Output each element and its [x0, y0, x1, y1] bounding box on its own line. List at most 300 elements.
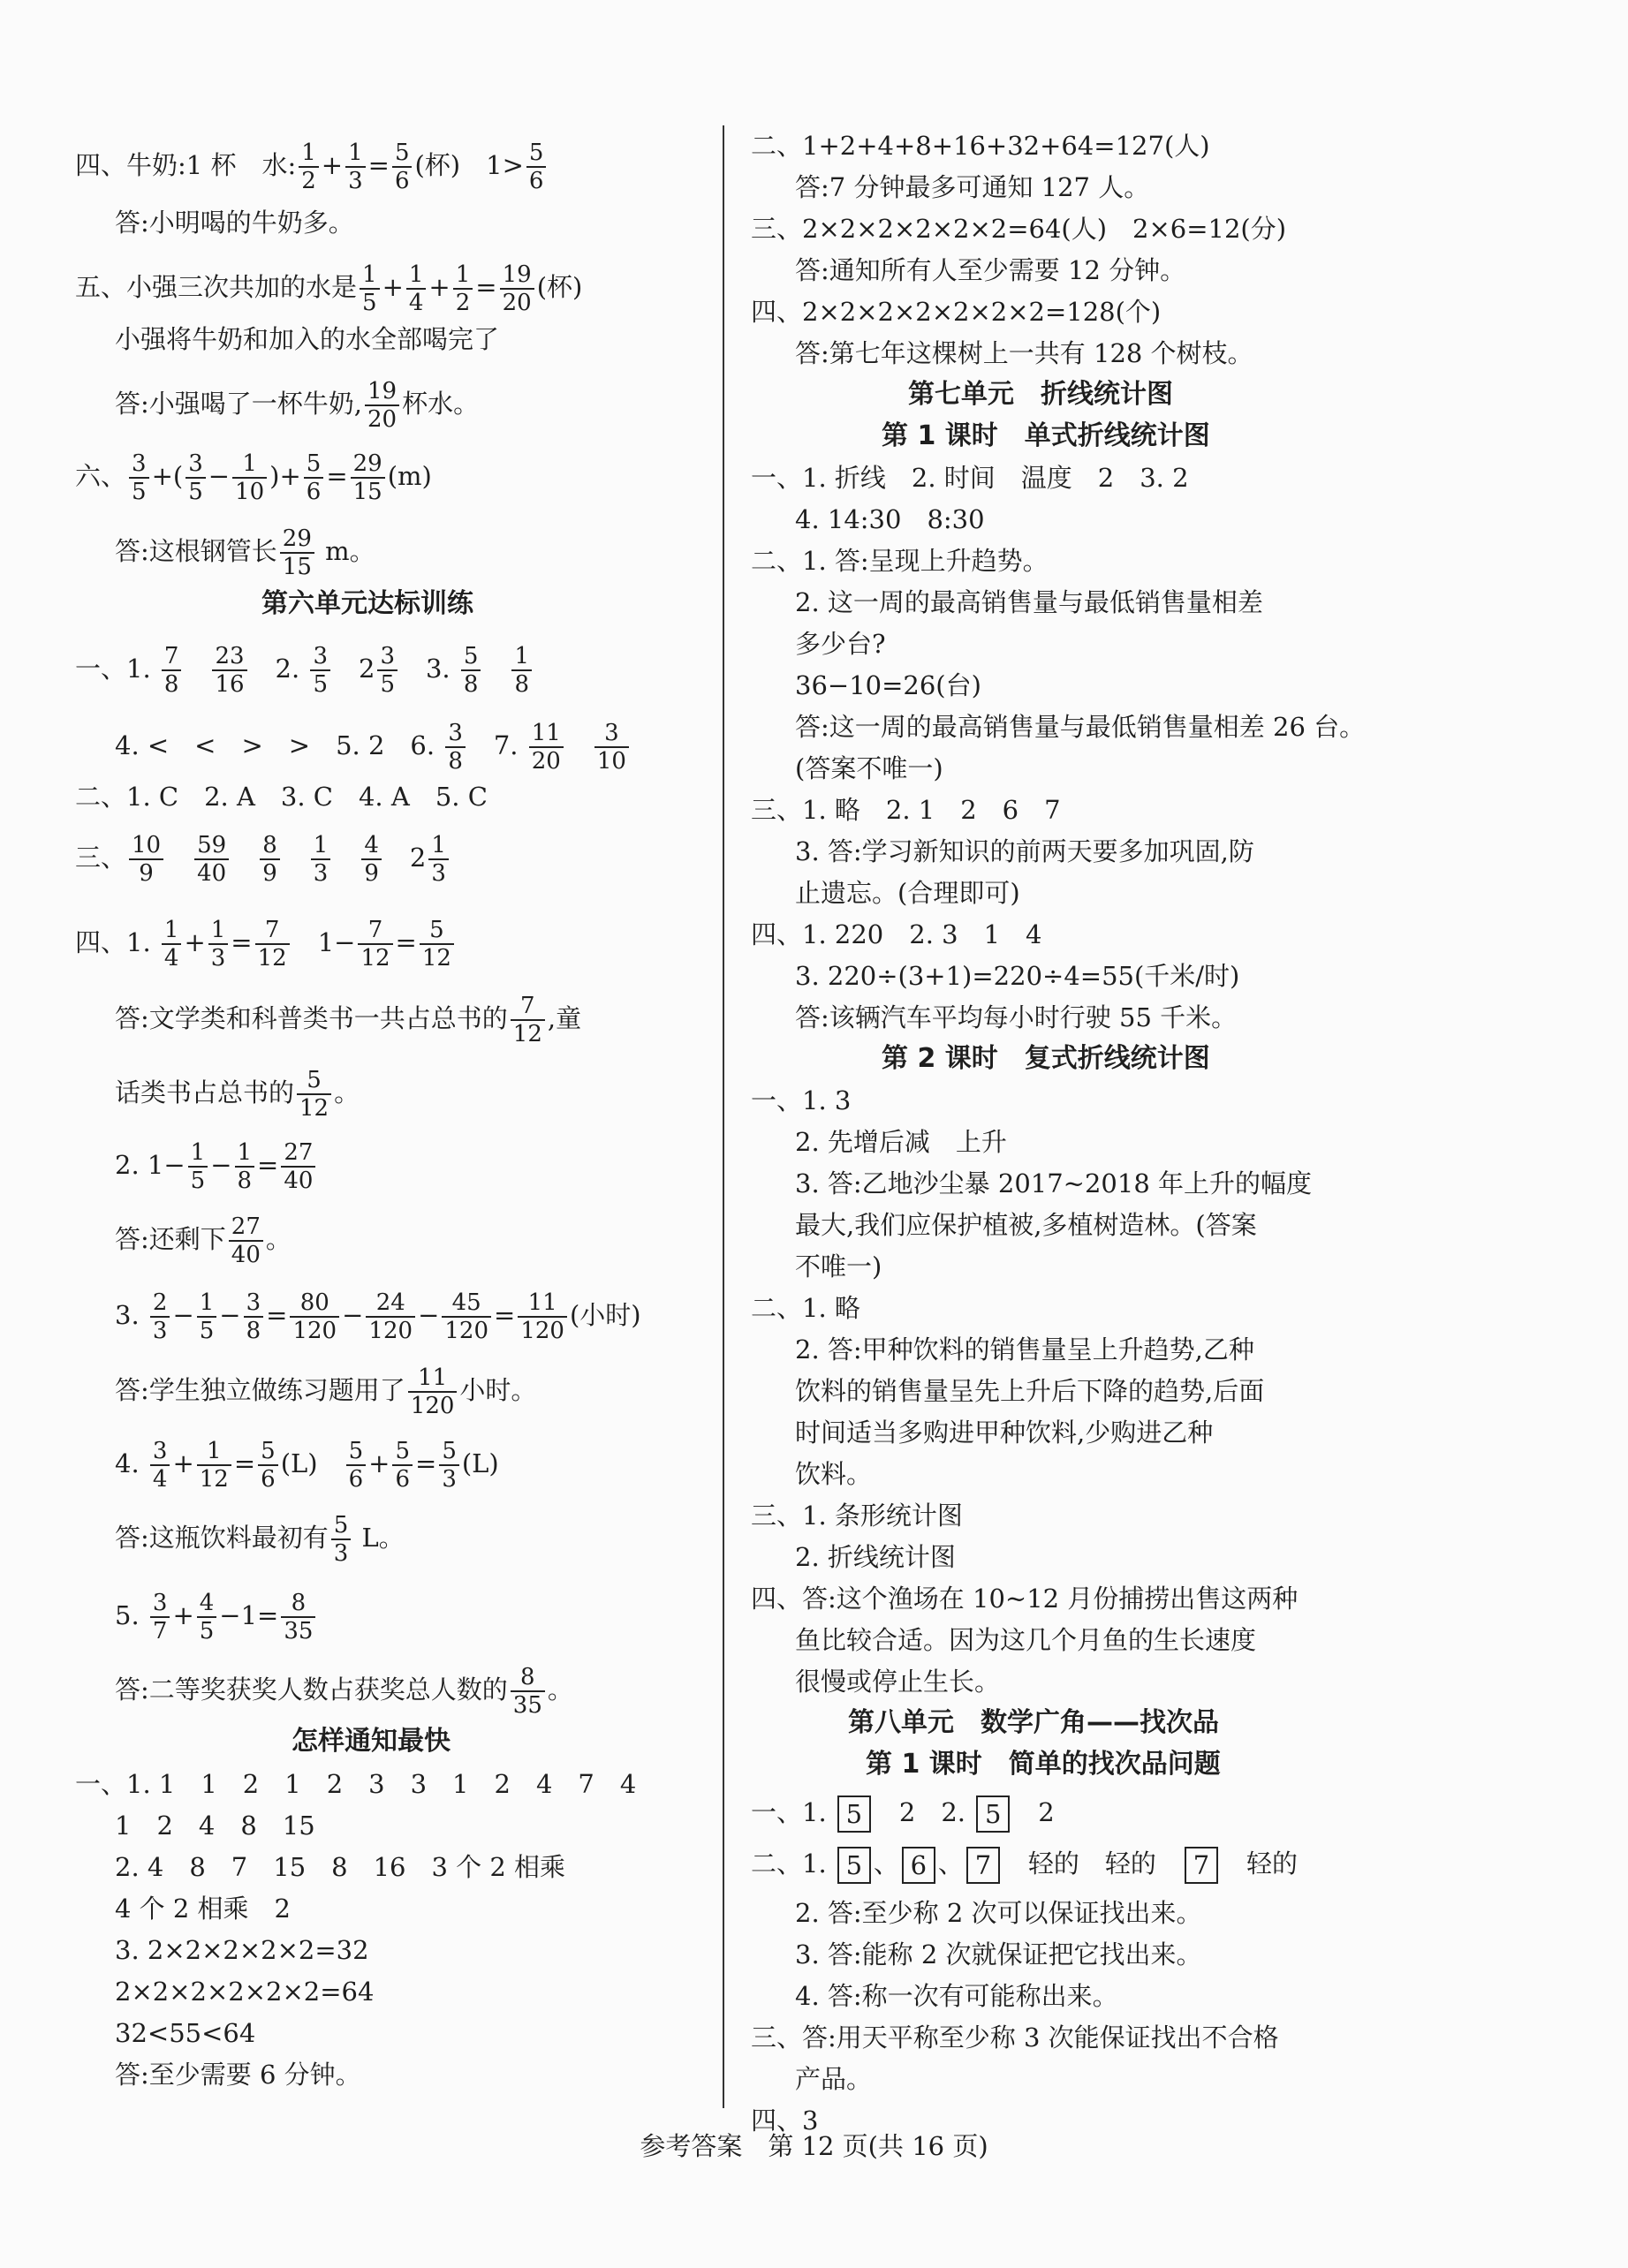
answer-text: 一、1.: [751, 1797, 835, 1827]
fraction: [351, 450, 385, 505]
numerator: 19: [500, 261, 534, 290]
answer-text: 小时。: [459, 1375, 537, 1405]
denominator: 20: [502, 290, 532, 316]
answer-text: −: [418, 1300, 440, 1330]
answer-text: +(: [151, 461, 184, 491]
answer-text: 答:学生独立做练习题用了: [115, 1375, 405, 1405]
answer-text: 2. 这一周的最高销售量与最低销售量相差: [795, 587, 1263, 617]
numerator: 29: [351, 450, 385, 479]
answer-text: 答:7 分钟最多可通知 127 人。: [795, 172, 1150, 202]
numerator: 27: [229, 1213, 263, 1242]
answer-text: 六、: [75, 461, 127, 491]
answer-text: 不唯一): [795, 1251, 882, 1281]
numerator: 29: [280, 525, 314, 554]
denominator: 12: [199, 1466, 229, 1493]
fraction: [310, 643, 330, 698]
answer-text: +: [382, 272, 404, 302]
fraction: [511, 643, 532, 698]
answer-text: 2: [383, 843, 427, 873]
answer-text: =: [475, 272, 497, 302]
answer-line: [115, 1365, 536, 1419]
fraction: [311, 832, 331, 887]
answer-text: −: [210, 1150, 232, 1180]
answer-line: [115, 1932, 369, 1968]
answer-line: [75, 832, 451, 887]
answer-text: 二、1+2+4+8+16+32+64=127(人): [751, 131, 1210, 161]
section-heading: [261, 586, 473, 622]
answer-text: 2.: [249, 654, 308, 684]
denominator: 8: [514, 671, 529, 698]
answer-text: 第 1 课时 简单的找次品问题: [866, 1749, 1221, 1780]
answer-text: 答:第七年这棵树上一共有 128 个树枝。: [795, 338, 1253, 368]
denominator: 8: [463, 671, 479, 698]
answer-line: [795, 709, 1365, 745]
answer-line: [795, 253, 1185, 288]
denominator: 20: [531, 748, 561, 775]
answer-line: [751, 543, 1049, 578]
answer-text: 答:文学类和科普类书一共占总书的: [115, 1003, 508, 1033]
answer-line: [115, 1438, 499, 1493]
denominator: 3: [313, 860, 329, 887]
denominator: 5: [199, 1318, 215, 1344]
fraction: [297, 1067, 331, 1122]
denominator: 8: [237, 1168, 253, 1194]
answer-text: (小时): [569, 1300, 641, 1330]
numerator: 1: [453, 261, 473, 290]
denominator: 40: [197, 860, 227, 887]
answer-text: 四、答:这个渔场在 10~12 月份捕捞出售这两种: [751, 1584, 1299, 1614]
answer-text: =: [257, 1150, 279, 1180]
fraction: [229, 1213, 263, 1268]
boxed-number: 5: [837, 1847, 871, 1884]
answer-line: [115, 1289, 641, 1344]
denominator: 6: [395, 1466, 410, 1493]
answer-line: [751, 917, 1041, 952]
answer-text: [333, 843, 359, 873]
denominator: 35: [512, 1692, 542, 1719]
numerator: 3: [244, 1289, 264, 1318]
fraction: [129, 450, 149, 505]
answer-line: [115, 1067, 360, 1122]
denominator: 120: [292, 1318, 337, 1344]
answer-text: 四、3: [751, 2105, 819, 2136]
denominator: 5: [362, 290, 377, 316]
answer-line: [115, 205, 354, 240]
answer-line: [115, 1891, 291, 1926]
denominator: 120: [368, 1318, 413, 1344]
answer-line: [75, 261, 582, 316]
fraction: [150, 1438, 170, 1493]
denominator: 6: [528, 168, 544, 194]
answer-line: [795, 668, 981, 703]
fraction: [280, 525, 314, 580]
fraction: [255, 917, 290, 971]
numerator: 8: [511, 1664, 545, 1692]
answer-line: [751, 1498, 963, 1533]
answer-line: [751, 1581, 1298, 1616]
answer-line: [751, 1795, 1055, 1833]
answer-text: 时间适当多购进甲种饮料,少购进乙种: [795, 1418, 1214, 1448]
denominator: 6: [394, 168, 410, 194]
answer-text: 、: [937, 1848, 964, 1879]
fraction: [453, 261, 473, 316]
answer-text: +: [368, 1448, 390, 1478]
answer-text: 杯水。: [402, 389, 480, 419]
answer-text: (m): [387, 461, 432, 491]
answer-text: 四、1. 220 2. 3 1 4: [751, 919, 1042, 949]
fraction: [392, 1438, 413, 1493]
fraction: [244, 1289, 264, 1344]
fraction: [594, 720, 629, 775]
answer-text: =: [494, 1300, 516, 1330]
answer-text: 一、1. 折线 2. 时间 温度 2 3. 2: [751, 463, 1189, 493]
answer-text: 答:小明喝的牛奶多。: [115, 208, 354, 238]
denominator: 120: [444, 1318, 489, 1344]
answer-text: (杯): [536, 272, 583, 302]
answer-text: L。: [353, 1523, 405, 1553]
fraction: [212, 643, 246, 698]
numerator: 11: [408, 1365, 458, 1393]
answer-text: 答:还剩下: [115, 1224, 226, 1254]
answer-line: [75, 1766, 636, 1802]
answer-text: +: [428, 272, 451, 302]
answer-text: 答:这根钢管长: [115, 536, 277, 566]
fraction: [290, 1289, 339, 1344]
answer-text: 话类书占总书的: [115, 1077, 295, 1108]
fraction: [194, 832, 229, 887]
answer-text: 第八单元 数学广角——找次品: [848, 1707, 1219, 1738]
denominator: 3: [333, 1540, 349, 1567]
answer-text: 鱼比较合适。因为这几个月鱼的生长速度: [795, 1625, 1257, 1655]
denominator: 12: [299, 1095, 329, 1122]
answer-text: 。: [334, 1077, 360, 1108]
denominator: 6: [261, 1466, 276, 1493]
answer-text: 第 1 课时 单式折线统计图: [882, 420, 1210, 451]
answer-line: [751, 1846, 1298, 1884]
fraction: [129, 832, 163, 887]
denominator: 3: [442, 1466, 457, 1493]
answer-text: 三、2×2×2×2×2×2=64(人) 2×6=12(分): [751, 214, 1287, 244]
fraction: [304, 450, 324, 505]
denominator: 9: [364, 860, 379, 887]
answer-text: 第七单元 折线统计图: [908, 379, 1173, 410]
answer-text: 一、1. 1 1 2 1 2 3 3 1 2 4 7 4: [75, 1769, 637, 1799]
answer-line: [115, 321, 499, 357]
fraction: [258, 1438, 278, 1493]
answer-text: 二、1.: [751, 1848, 835, 1879]
answer-text: +: [172, 1448, 194, 1478]
fraction: [377, 643, 398, 698]
answer-text: [483, 654, 509, 684]
answer-text: ,童: [547, 1003, 582, 1033]
answer-text: 四、2×2×2×2×2×2×2=128(个): [751, 297, 1162, 327]
answer-line: [751, 294, 1161, 329]
numerator: 2: [150, 1289, 170, 1318]
denominator: 5: [190, 1168, 206, 1194]
numerator: 1: [511, 643, 532, 671]
answer-text: 2 2.: [873, 1797, 974, 1827]
answer-text: 一、1.: [75, 654, 159, 684]
page-footer: 参考答案 第 12 页(共 16 页): [640, 2131, 988, 2161]
denominator: 3: [431, 860, 446, 887]
answer-text: 止遗忘。(合理即可): [795, 878, 1020, 908]
answer-line: [115, 1974, 374, 2009]
answer-text: =: [415, 1448, 437, 1478]
fraction: [186, 450, 206, 505]
section-heading: [866, 1747, 1221, 1782]
denominator: 16: [215, 671, 245, 698]
fraction: [392, 140, 413, 194]
answer-text: 答:二等奖获奖人数占获奖总人数的: [115, 1675, 508, 1705]
fraction: [232, 450, 267, 505]
answer-text: 答:这一周的最高销售量与最低销售量相差 26 台。: [795, 712, 1366, 742]
section-heading: [908, 377, 1173, 412]
numerator: 19: [365, 378, 399, 406]
boxed-number: 5: [976, 1796, 1010, 1833]
answer-line: [795, 1207, 1257, 1243]
answer-text: 三、: [75, 843, 127, 873]
answer-text: −: [172, 1300, 194, 1330]
numerator: 5: [304, 450, 324, 479]
denominator: 120: [520, 1318, 564, 1344]
denominator: 2: [301, 168, 316, 194]
answer-text: 2. 答:至少称 2 次可以保证找出来。: [795, 1898, 1202, 1928]
denominator: 7: [152, 1618, 168, 1644]
answer-text: 二、1. C 2. A 3. C 4. A 5. C: [75, 782, 488, 812]
numerator: 3: [150, 1590, 170, 1618]
fraction: [439, 1438, 459, 1493]
answer-text: 2. 1−: [115, 1150, 186, 1180]
answer-text: 多少台?: [795, 629, 886, 659]
denominator: 3: [210, 945, 226, 971]
answer-text: 2: [332, 654, 375, 684]
denominator: 2: [455, 290, 471, 316]
answer-line: [115, 993, 581, 1047]
denominator: 4: [408, 290, 424, 316]
numerator: 3: [150, 1438, 170, 1466]
fraction: [518, 1289, 567, 1344]
numerator: 8: [281, 1590, 315, 1618]
numerator: 59: [194, 832, 229, 860]
fraction: [529, 720, 564, 775]
numerator: 5: [392, 1438, 413, 1466]
fraction: [281, 1139, 315, 1194]
numerator: 1: [428, 832, 449, 860]
answer-line: [795, 336, 1253, 371]
answer-text: 2. 折线统计图: [795, 1542, 956, 1572]
answer-line: [751, 128, 1210, 163]
answer-line: [751, 460, 1189, 495]
fraction: [445, 720, 466, 775]
answer-line: [75, 450, 432, 505]
fraction: [442, 1289, 491, 1344]
answer-line: [795, 834, 1254, 869]
answer-text: 4. 答:称一次有可能称出来。: [795, 1981, 1118, 2011]
numerator: 23: [212, 643, 246, 671]
answer-text: (杯) 1>: [414, 150, 524, 180]
answer-text: (答案不唯一): [795, 753, 943, 783]
answer-line: [795, 875, 1020, 911]
answer-text: 答:这瓶饮料最初有: [115, 1523, 329, 1553]
denominator: 3: [348, 168, 363, 194]
fraction: [197, 1590, 217, 1644]
answer-line: [795, 1000, 1237, 1035]
answer-text: 3.: [399, 654, 458, 684]
answer-text: 1 2 4 8 15: [115, 1811, 315, 1841]
numerator: 5: [258, 1438, 278, 1466]
answer-line: [751, 1083, 851, 1118]
numerator: 1: [406, 261, 427, 290]
answer-line: [795, 1456, 872, 1492]
boxed-number: 7: [1185, 1847, 1218, 1884]
denominator: 9: [139, 860, 154, 887]
boxed-number: 6: [902, 1847, 935, 1884]
answer-text: 饮料的销售量呈先上升后下降的趋势,后面: [795, 1376, 1265, 1406]
answer-line: [751, 1290, 860, 1326]
answer-line: [115, 2057, 361, 2092]
fraction: [511, 1664, 545, 1719]
answer-line: [795, 1124, 1007, 1160]
fraction: [526, 140, 547, 194]
numerator: 1: [232, 450, 267, 479]
denominator: 9: [262, 860, 277, 887]
answer-text: 三、1. 条形统计图: [751, 1501, 963, 1531]
answer-text: 2: [1012, 1797, 1055, 1827]
denominator: 12: [421, 945, 451, 971]
numerator: 24: [366, 1289, 415, 1318]
answer-text: 、: [873, 1848, 899, 1879]
answer-text: 2. 答:甲种饮料的销售量呈上升趋势,乙种: [795, 1334, 1254, 1365]
answer-text: =: [367, 150, 390, 180]
answer-line: [115, 1849, 565, 1885]
fraction: [500, 261, 534, 316]
numerator: 5: [297, 1067, 331, 1095]
answer-text: 4. < < > > 5. 2 6.: [115, 730, 443, 760]
answer-text: 三、1. 略 2. 1 2 6 7: [751, 795, 1061, 825]
answer-text: 怎样通知最快: [292, 1726, 451, 1757]
numerator: 3: [377, 643, 398, 671]
denominator: 12: [257, 945, 287, 971]
numerator: 45: [442, 1289, 491, 1318]
answer-line: [795, 1249, 882, 1284]
answer-text: )+: [269, 461, 301, 491]
answer-line: [795, 1539, 956, 1575]
answer-text: [166, 843, 192, 873]
numerator: 80: [290, 1289, 339, 1318]
answer-text: 小强将牛奶和加入的水全部喝完了: [115, 324, 500, 354]
answer-line: [795, 626, 886, 662]
answer-line: [115, 1139, 318, 1194]
numerator: 3: [594, 720, 629, 748]
answer-text: +: [184, 927, 206, 957]
numerator: 3: [186, 450, 206, 479]
answer-line: [75, 917, 457, 971]
numerator: 11: [518, 1289, 567, 1318]
denominator: 4: [163, 945, 179, 971]
answer-line: [75, 779, 488, 814]
answer-text: 4 个 2 相乘 2: [115, 1894, 292, 1924]
fraction: [188, 1139, 208, 1194]
answer-text: =: [231, 927, 253, 957]
numerator: 3: [310, 643, 330, 671]
fraction: [461, 643, 481, 698]
answer-line: [115, 525, 375, 580]
denominator: 8: [163, 671, 179, 698]
answer-line: [115, 1512, 405, 1567]
answer-text: =: [266, 1300, 288, 1330]
answer-text: 二、1. 略: [751, 1293, 860, 1323]
answer-text: 7.: [467, 730, 526, 760]
section-heading: [848, 1705, 1219, 1741]
fraction: [208, 917, 229, 971]
answer-text: 答:该辆汽车平均每小时行驶 55 千米。: [795, 1002, 1238, 1032]
denominator: 10: [235, 479, 265, 505]
numerator: 1: [208, 917, 229, 945]
answer-line: [75, 643, 534, 698]
answer-text: (L): [280, 1448, 344, 1478]
answer-text: 5.: [115, 1600, 148, 1630]
section-heading: [882, 419, 1210, 454]
denominator: 40: [231, 1242, 261, 1268]
fraction: [358, 917, 392, 971]
answer-text: 三、答:用天平称至少称 3 次能保证找出不合格: [751, 2022, 1279, 2053]
denominator: 120: [410, 1393, 455, 1419]
answer-text: 一、1. 3: [751, 1085, 852, 1115]
numerator: 1: [299, 140, 319, 168]
numerator: 8: [260, 832, 280, 860]
fraction: [406, 261, 427, 316]
answer-text: 2×2×2×2×2×2=64: [115, 1977, 375, 2007]
numerator: 1: [311, 832, 331, 860]
answer-text: 饮料。: [795, 1459, 873, 1489]
answer-text: 。: [265, 1224, 292, 1254]
numerator: 5: [392, 140, 413, 168]
answer-line: [795, 170, 1149, 205]
denominator: 4: [152, 1466, 168, 1493]
denominator: 5: [199, 1618, 215, 1644]
fraction: [511, 993, 545, 1047]
fraction: [361, 832, 382, 887]
fraction: [345, 140, 366, 194]
fraction: [331, 1512, 352, 1567]
fraction: [360, 261, 380, 316]
fraction: [197, 1289, 217, 1344]
numerator: 4: [197, 1590, 217, 1618]
fraction: [408, 1365, 458, 1419]
answer-text: −1=: [219, 1600, 279, 1630]
answer-line: [75, 140, 549, 194]
answer-text: 2. 先增后减 上升: [795, 1127, 1007, 1157]
numerator: 3: [129, 450, 149, 479]
answer-line: [115, 1590, 318, 1644]
denominator: 12: [512, 1021, 542, 1047]
denominator: 8: [246, 1318, 261, 1344]
numerator: 7: [255, 917, 290, 945]
fraction: [366, 1289, 415, 1344]
answer-text: 3.: [115, 1300, 148, 1330]
answer-text: 二、1. 答:呈现上升趋势。: [751, 546, 1049, 576]
answer-text: 五、小强三次共加的水是: [75, 272, 358, 302]
numerator: 3: [445, 720, 466, 748]
numerator: 1: [162, 917, 182, 945]
fraction: [260, 832, 280, 887]
fraction: [281, 1590, 315, 1644]
answer-text: −: [342, 1300, 364, 1330]
answer-text: −: [219, 1300, 241, 1330]
answer-text: 四、牛奶:1 杯 水:: [75, 150, 297, 180]
denominator: 5: [132, 479, 147, 505]
denominator: 40: [284, 1168, 314, 1194]
